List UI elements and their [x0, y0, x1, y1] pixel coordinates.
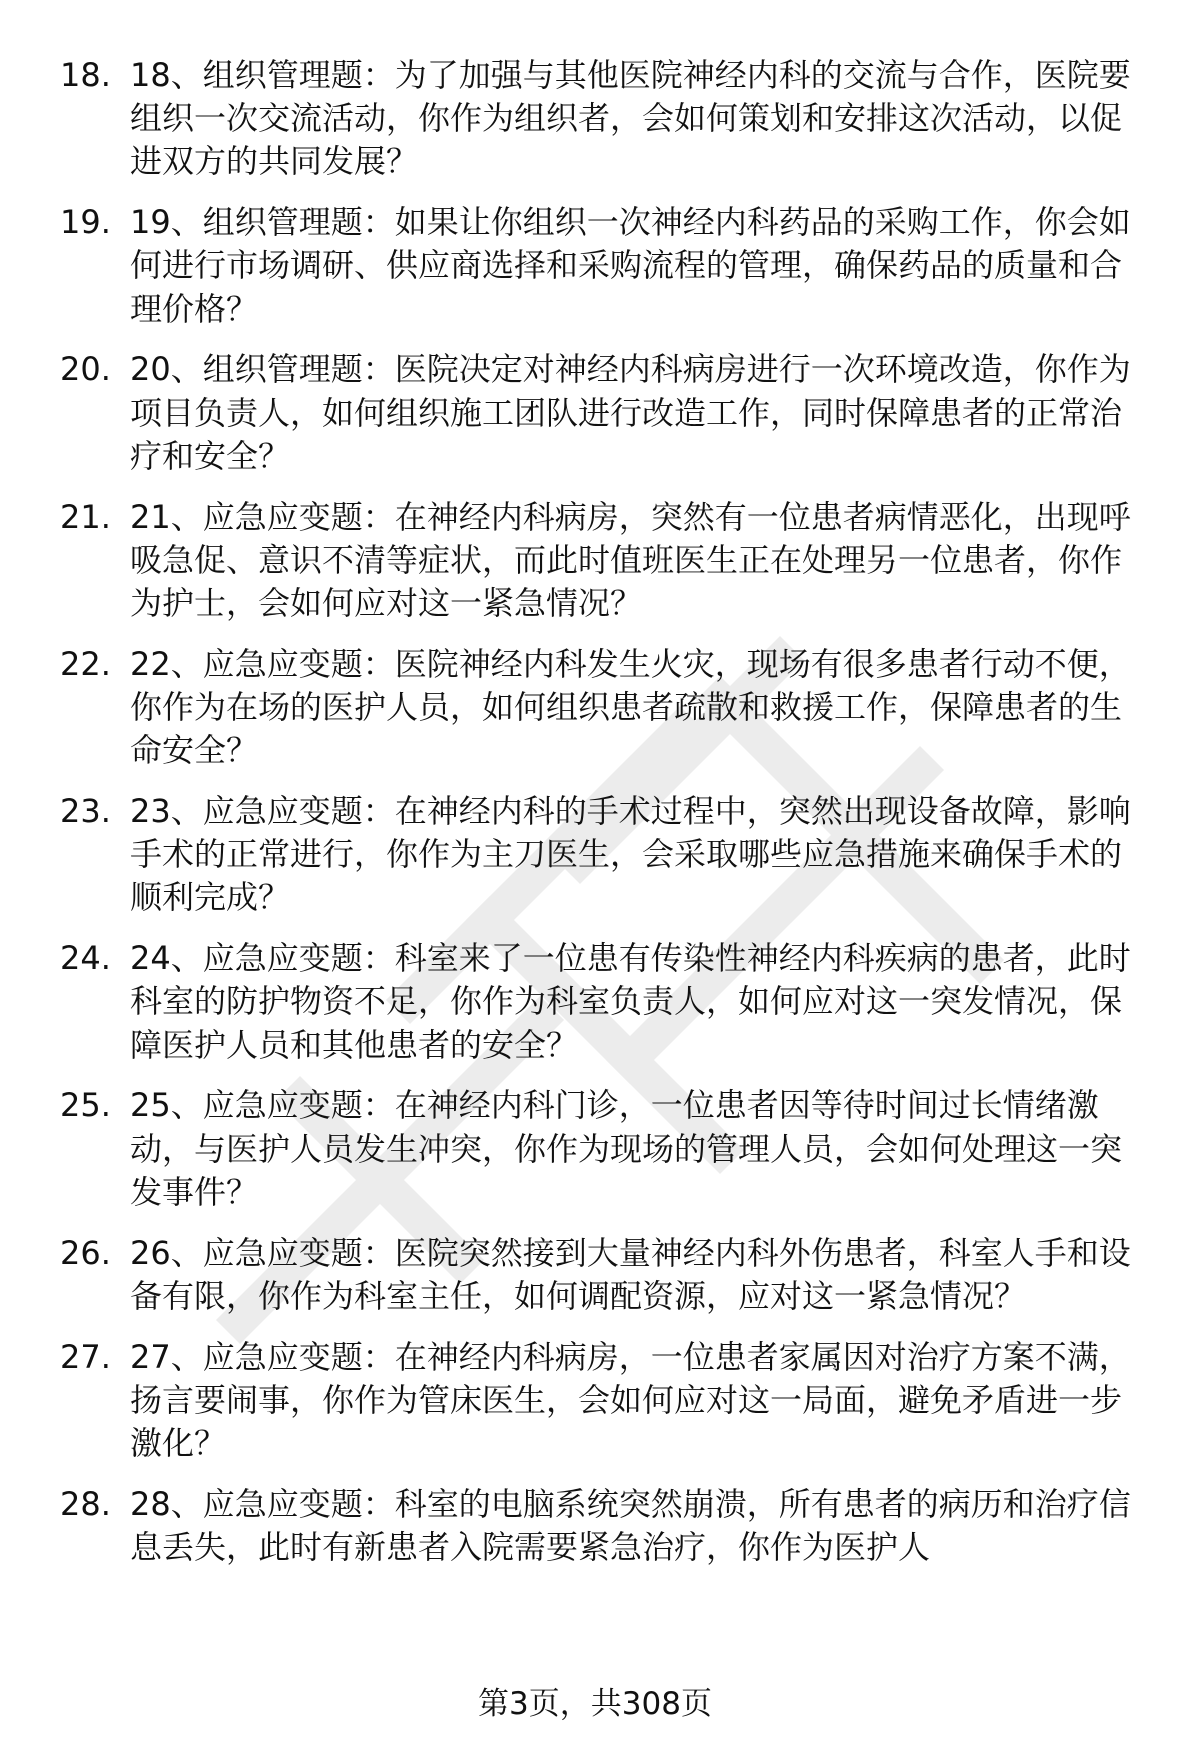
page-footer: 第3页，共308页	[478, 1686, 712, 1722]
question-text: 24、应急应变题：科室来了一位患有传染性神经内科疾病的患者，此时科室的防护物资不足，你作为科室负责人，如何应对这一突发情况，保障医护人员和其他患者的安全？	[130, 939, 1131, 1064]
question-list	[0, 54, 1190, 1587]
question-text: 28、应急应变题：科室的电脑系统突然崩溃，所有患者的病历和治疗信息丢失，此时有新患者入院需要紧急治疗，你作为医护人	[130, 1484, 1131, 1567]
question-text: 22、应急应变题：医院神经内科发生火灾，现场有很多患者行动不便，你作为在场的医护人员，如何组织患者疏散和救援工作，保障患者的生命安全？	[130, 644, 1131, 770]
list-item	[0, 1336, 1190, 1466]
list-item	[0, 348, 1190, 478]
list-item	[0, 937, 1190, 1067]
question-text: 20、组织管理题：医院决定对神经内科病房进行一次环境改造，你作为项目负责人，如何组织施工团队进行改造工作，同时保障患者的正常治疗和安全？	[130, 350, 1131, 475]
list-item	[0, 201, 1190, 331]
question-number: 26.	[60, 1233, 111, 1272]
question-number: 23.	[60, 792, 111, 831]
question-text: 19、组织管理题：如果让你组织一次神经内科药品的采购工作，你会如何进行市场调研、供应商选择和采购流程的管理，确保药品的质量和合理价格？	[130, 203, 1131, 328]
question-number: 25.	[60, 1086, 111, 1125]
question-number: 21.	[60, 497, 111, 536]
question-number: 19.	[60, 203, 111, 242]
question-text: 26、应急应变题：医院突然接到大量神经内科外伤患者，科室人手和设备有限，你作为科室主任，如何调配资源，应对这一紧急情况？	[130, 1233, 1131, 1315]
question-number: 27.	[60, 1337, 111, 1376]
list-item	[0, 1483, 1190, 1569]
list-item	[0, 496, 1190, 626]
question-number: 18.	[60, 56, 111, 94]
list-item	[0, 54, 1190, 184]
list-item	[0, 1232, 1190, 1318]
question-number: 28.	[60, 1484, 111, 1523]
question-text: 25、应急应变题：在神经内科门诊，一位患者因等待时间过长情绪激动，与医护人员发生冲突，你作为现场的管理人员，会如何处理这一突发事件？	[130, 1086, 1123, 1211]
list-item	[0, 643, 1190, 773]
question-number: 24.	[60, 939, 111, 978]
question-text: 23、应急应变题：在神经内科的手术过程中，突然出现设备故障，影响手术的正常进行，你作为主刀医生，会采取哪些应急措施来确保手术的顺利完成？	[130, 792, 1131, 917]
list-item	[0, 790, 1190, 920]
list-item	[0, 1084, 1190, 1214]
question-number: 20.	[60, 350, 111, 389]
question-text: 27、应急应变题：在神经内科病房，一位患者家属因对治疗方案不满，扬言要闹事，你作为管床医生，会如何应对这一局面，避免矛盾进一步激化？	[130, 1337, 1131, 1463]
question-number: 22.	[60, 644, 111, 683]
question-text: 21、应急应变题：在神经内科病房，突然有一位患者病情恶化，出现呼吸急促、意识不清等症状，而此时值班医生正在处理另一位患者，你作为护士，会如何应对这一紧急情况？	[130, 497, 1131, 623]
question-text: 18、组织管理题：为了加强与其他医院神经内科的交流与合作，医院要组织一次交流活动，你作为组织者，会如何策划和安排这次活动，以促进双方的共同发展？	[130, 56, 1131, 181]
